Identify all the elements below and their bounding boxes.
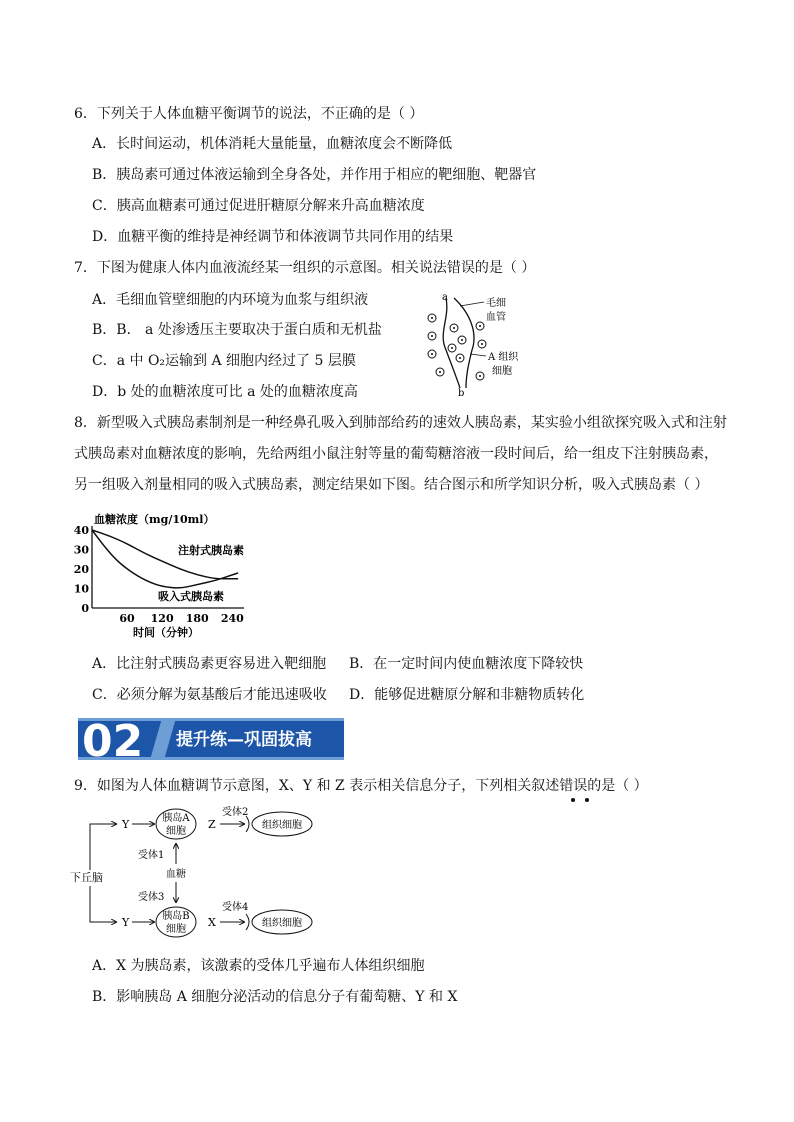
tissue-bottom-label: 组织细胞: [262, 918, 302, 929]
series-label-injected: 注射式胰岛素: [178, 544, 244, 557]
cell-a-label-1: 胰岛A: [162, 813, 190, 824]
q9-stem: 9．如图为人体血糖调节示意图，X、Y 和 Z 表示相关信息分子，下列相关叙述错误的是（ ）: [74, 778, 648, 794]
cell-b-label-1: 胰岛B: [162, 911, 190, 922]
z-label: Z: [208, 818, 216, 831]
receptor4-label: 受体4: [222, 902, 249, 913]
x-tick-label: 60: [119, 612, 135, 625]
emphasis-dot: [571, 798, 575, 802]
q8-line3: 另一组吸入剂量相同的吸入式胰岛素，测定结果如下图。结合图示和所学知识分析，吸入式胰岛素（ ）: [74, 477, 709, 493]
y-top: Y: [122, 818, 130, 831]
cell-a-label-2: 细胞: [166, 826, 186, 837]
y-tick-label: 0: [81, 602, 89, 615]
q7-option-b: B．B． a 处渗透压主要取决于蛋白质和无机盐: [92, 322, 382, 338]
q8-option-c: C．必须分解为氨基酸后才能迅速吸收: [92, 687, 327, 703]
q6-option-b: B．胰岛素可通过体液运输到全身各处，并作用于相应的靶细胞、靶器官: [92, 167, 537, 183]
q7-option-c: C．a 中 O₂运输到 A 细胞内经过了 5 层膜: [92, 353, 356, 369]
label-cell-2: 细胞: [492, 366, 512, 377]
emphasis-dot: [585, 798, 589, 802]
label-a: a: [442, 292, 448, 303]
hypothalamus-label: 下丘脑: [70, 871, 103, 884]
chart-xlabel: 时间（分钟）: [133, 626, 199, 639]
blood-sugar-label: 血糖: [166, 869, 186, 880]
y-tick-label: 40: [73, 524, 89, 537]
cell-pointer: [470, 354, 486, 356]
blood-sugar-chart: [70, 508, 250, 640]
label-b: b: [458, 388, 465, 399]
vessel-left-wall: [443, 298, 460, 388]
x-tick-label: 180: [185, 612, 209, 625]
q7-option-d: D．b 处的血糖浓度可比 a 处的血糖浓度高: [92, 384, 358, 400]
y-tick-label: 30: [73, 543, 89, 557]
x-label: X: [208, 916, 216, 929]
y-tick-label: 10: [73, 582, 89, 596]
receptor1-label: 受体1: [138, 850, 165, 861]
x-tick-label: 240: [220, 612, 244, 625]
q6-option-c: C．胰高血糖素可通过促进肝糖原分解来升高血糖浓度: [92, 198, 425, 214]
capillary-pointer: [460, 302, 484, 306]
q8-option-b: B．在一定时间内使血糖浓度下降较快: [349, 656, 584, 672]
label-capillary-2: 血管: [486, 312, 506, 323]
q9-option-a: A．X 为胰岛素，该激素的受体几乎遍布人体组织细胞: [92, 958, 425, 974]
section-number: 02: [82, 718, 144, 760]
section-title: 提升练—巩固拔高: [176, 730, 312, 750]
q6-option-d: D．血糖平衡的维持是神经调节和体液调节共同作用的结果: [92, 229, 454, 245]
q8-option-d: D．能够促进糖原分解和非糖物质转化: [349, 687, 585, 703]
regulation-diagram: [66, 806, 326, 946]
chart-title: 血糖浓度（mg/10ml）: [94, 513, 215, 526]
q9-option-b: B．影响胰岛 A 细胞分泌活动的信息分子有葡萄糖、Y 和 X: [92, 989, 458, 1005]
label-cell-1: A 组织: [488, 352, 519, 363]
y-tick-label: 20: [73, 563, 89, 576]
q7-stem: 7．下图为健康人体内血液流经某一组织的示意图。相关说法错误的是（ ）: [74, 260, 536, 276]
q7-option-a: A．毛细血管壁细胞的内环境为血浆与组织液: [92, 292, 369, 308]
series-label-inhaled: 吸入式胰岛素: [158, 590, 224, 603]
x-tick-label: 120: [150, 612, 174, 625]
arrow-hypothalamus-to-a: [90, 824, 116, 870]
receptor3-label: 受体3: [138, 892, 165, 903]
arrow-hypothalamus-to-b: [90, 886, 116, 922]
label-capillary-1: 毛细: [486, 298, 506, 309]
cell-b-label-2: 细胞: [166, 924, 186, 935]
capillary-figure: [420, 288, 550, 400]
q8-line2: 式胰岛素对血糖浓度的影响，先给两组小鼠注射等量的葡萄糖溶液一段时间后，给一组皮下注射胰岛素，: [74, 446, 718, 462]
tissue-cells: [428, 314, 486, 380]
q6-stem: 6．下列关于人体血糖平衡调节的说法，不正确的是（ ）: [74, 106, 424, 122]
series-line-inhaled: [92, 530, 238, 588]
y-bottom: Y: [122, 916, 130, 929]
receptor2-label: 受体2: [222, 807, 249, 818]
q8-option-a: A．比注射式胰岛素更容易进入靶细胞: [92, 656, 327, 672]
tissue-top-label: 组织细胞: [262, 820, 302, 831]
q8-line1: 8．新型吸入式胰岛素制剂是一种经鼻孔吸入到肺部给药的速效人胰岛素，某实验小组欲探究吸入式和注射: [74, 415, 727, 431]
q6-option-a: A．长时间运动，机体消耗大量能量，血糖浓度会不断降低: [92, 136, 453, 152]
